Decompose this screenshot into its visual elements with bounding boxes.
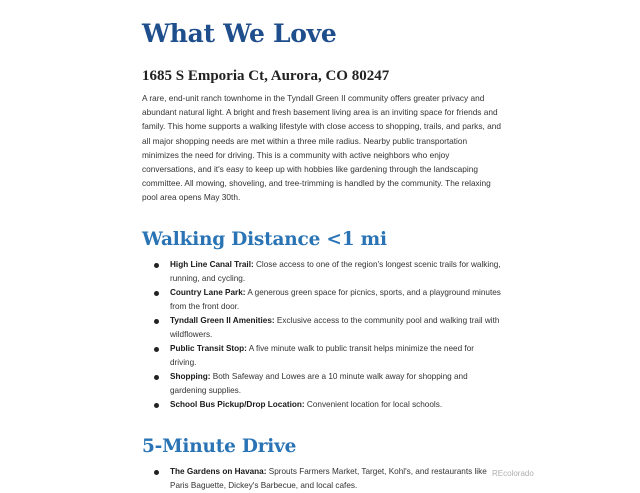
item-text: Exclusive access to the community pool and walking trail with wildflowers. [170,315,500,339]
walking-distance-heading: Walking Distance <1 mi [142,228,387,250]
bullet-icon [154,291,159,296]
item-text: A generous green space for picnics, sports, and a playground minutes from the front door. [170,287,501,311]
list-item [142,370,502,398]
item-text: Close access to one of the region's longest scenic trails for walking, running, and cycling. [170,259,501,283]
list-item [142,342,502,370]
bullet-icon [154,347,159,352]
item-text: Both Safeway and Lowes are a 10 minute walk away for shopping and gardening supplies. [170,371,468,395]
item-text: A five minute walk to public transit helps minimize the need for driving. [170,343,474,367]
item-label: Shopping: [170,371,211,381]
item-label: Tyndall Green II Amenities: [170,315,275,325]
bullet-icon [154,263,159,268]
item-label: Country Lane Park: [170,287,246,297]
item-label: High Line Canal Trail: [170,259,254,269]
bullet-icon [154,470,159,475]
item-text: Convenient location for local schools. [304,399,443,409]
drive-list [142,465,502,493]
item-text: Sprouts Farmers Market, Target, Kohl's, and restaurants like Paris Baguette, Dickey's Barbecue, and local cafes. [170,466,487,490]
item-label: Public Transit Stop: [170,343,247,353]
bullet-icon [154,403,159,408]
list-item [142,398,502,412]
item-label: The Gardens on Havana: [170,466,267,476]
bullet-icon [154,319,159,324]
list-item [142,314,502,342]
property-address: 1685 S Emporia Ct, Aurora, CO 80247 [142,68,390,84]
walking-list [142,258,502,412]
page-title: What We Love [142,19,337,48]
watermark: REcolorado [492,469,534,478]
list-item [142,465,502,493]
list-item [142,258,502,286]
list-item [142,286,502,314]
bullet-icon [154,375,159,380]
content-column [142,16,502,493]
five-minute-drive-heading: 5-Minute Drive [142,435,297,457]
item-label: School Bus Pickup/Drop Location: [170,399,305,409]
intro-paragraph: A rare, end-unit ranch townhome in the Tyndall Green II community offers greater privacy and abundant natural light. A bright and fresh basement living area is an inviting space for friends and family. This home supports a walking lifestyle with close access to shopping, trails, and parks, and all major shopping needs are met within a three mile radius. Nearby public transportation minimizes the need for driving. This is a community with active neighbors who enjoy conversations, and it's easy to keep up with hobbies like gardening through the landscaping committee. All mowing, shoveling, and tree-trimming is handled by the community. The relaxing pool area opens May 30th. [142,93,501,203]
